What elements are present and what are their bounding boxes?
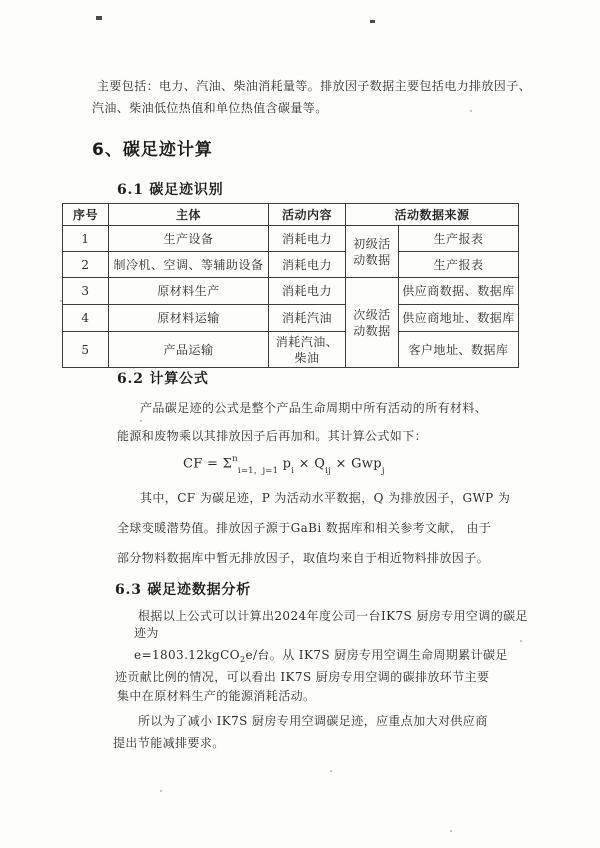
cell-no: 5 bbox=[63, 332, 109, 368]
s62-p2-line-1: 其中，CF 为碳足迹，P 为活动水平数据，Q 为排放因子，GWP 为 bbox=[140, 491, 511, 505]
cell-subject: 产品运输 bbox=[109, 332, 269, 368]
table-row bbox=[63, 305, 519, 332]
cell-subject: 生产设备 bbox=[109, 226, 269, 252]
cell-no: 4 bbox=[63, 305, 109, 332]
scan-speck bbox=[450, 830, 452, 832]
intro-line-2: 汽油、柴油低位热值和单位热值含碳量等。 bbox=[92, 101, 328, 115]
cell-subject: 制冷机、空调、等辅助设备 bbox=[109, 252, 269, 278]
section-6-1-heading: 6.1 碳足迹识别 bbox=[117, 182, 224, 198]
formula-sub-p: i bbox=[291, 465, 295, 476]
table-row bbox=[63, 332, 519, 368]
formula-sub-q: ij bbox=[325, 465, 332, 476]
formula-sigma-sup: n bbox=[232, 454, 238, 464]
col-header-source-group: 活动数据来源 bbox=[346, 204, 519, 226]
formula-sigma-sub: i=1，j=1 bbox=[237, 465, 279, 476]
cell-activity: 消耗汽油、柴油 bbox=[269, 332, 346, 368]
scan-speck bbox=[330, 770, 332, 772]
cell-activity: 消耗电力 bbox=[269, 226, 346, 252]
table-row bbox=[63, 226, 519, 252]
s63-p1-line-2: 迹为 bbox=[134, 626, 159, 640]
cell-subject: 原材料运输 bbox=[109, 305, 269, 332]
scan-speck bbox=[520, 640, 522, 642]
cell-activity: 消耗电力 bbox=[269, 252, 346, 278]
intro-line-1: 主要包括：电力、汽油、柴油消耗量等。排放因子数据主要包括电力排放因子、 bbox=[97, 79, 532, 93]
cell-source: 供应商数据、数据库 bbox=[399, 278, 519, 305]
formula-sub-gwp: j bbox=[381, 465, 385, 476]
scan-artifact bbox=[370, 20, 375, 23]
scan-artifact bbox=[96, 16, 102, 20]
s62-p2-line-3: 部分物料数据库中暂无排放因子，取值均来自于相近物料排放因子。 bbox=[117, 551, 490, 565]
co2e-subscript: 2 bbox=[239, 655, 246, 664]
formula-term-p: p bbox=[282, 456, 292, 472]
formula-times-1: × bbox=[294, 456, 315, 472]
cell-source: 生产报表 bbox=[399, 252, 519, 278]
category-secondary-label: 次级活动数据 bbox=[353, 307, 391, 338]
s63-p2-line-3: 集中在原材料生产的能源消耗活动。 bbox=[117, 689, 316, 703]
s63-p3-line-2: 提出节能减排要求。 bbox=[113, 736, 225, 750]
cell-activity: 消耗电力 bbox=[269, 278, 346, 305]
s63-p2-line-1 bbox=[134, 648, 508, 664]
formula-lhs: CF = Σ bbox=[183, 456, 233, 472]
formula-term-gwp: Gwp bbox=[351, 456, 382, 472]
footprint-identification-table bbox=[62, 203, 519, 368]
cell-subject: 原材料生产 bbox=[109, 278, 269, 305]
category-primary-label: 初级活动数据 bbox=[353, 236, 391, 267]
col-header-subject: 主体 bbox=[109, 204, 269, 226]
table-header-row bbox=[63, 204, 519, 226]
table-row bbox=[63, 278, 519, 305]
s63-p3-line-1: 所以为了减小 IK7S 厨房专用空调碳足迹，应重点加大对供应商 bbox=[138, 714, 488, 728]
scan-speck bbox=[140, 420, 142, 422]
formula-term-q: Q bbox=[314, 456, 326, 472]
cell-category-secondary bbox=[346, 278, 399, 368]
s63-p1-line-1: 根据以上公式可以计算出2024年度公司一台IK7S 厨房专用空调的碳足 bbox=[138, 609, 528, 623]
co2e-value-rest: e/台。从 IK7S 厨房专用空调生命周期累计碳足 bbox=[245, 648, 508, 662]
scan-speck bbox=[470, 110, 472, 112]
section-6-2-heading: 6.2 计算公式 bbox=[117, 371, 209, 387]
cell-no: 2 bbox=[63, 252, 109, 278]
co2e-value-prefix: e=1803.12kgCO bbox=[134, 648, 240, 662]
cell-activity: 消耗汽油 bbox=[269, 305, 346, 332]
carbon-footprint-formula bbox=[183, 455, 385, 474]
s62-p1-line-1: 产品碳足迹的公式是整个产品生命周期中所有活动的所有材料、 bbox=[140, 401, 488, 415]
cell-no: 1 bbox=[63, 226, 109, 252]
cell-no: 3 bbox=[63, 278, 109, 305]
col-header-no: 序号 bbox=[63, 204, 109, 226]
formula-times-2: × bbox=[331, 456, 352, 472]
cell-source: 供应商地址、数据库 bbox=[399, 305, 519, 332]
cell-source: 客户地址、数据库 bbox=[399, 332, 519, 368]
table-row bbox=[63, 252, 519, 278]
s62-p2-line-2: 全球变暖潜势值。排放因子源于GaBi 数据库和相关参考文献， 由于 bbox=[117, 521, 492, 535]
cell-category-primary bbox=[346, 226, 399, 278]
col-header-activity: 活动内容 bbox=[269, 204, 346, 226]
scan-speck bbox=[160, 790, 162, 792]
section-6-heading: 6、碳足迹计算 bbox=[92, 140, 213, 160]
cell-source: 生产报表 bbox=[399, 226, 519, 252]
section-6-3-heading: 6.3 碳足迹数据分析 bbox=[115, 582, 252, 598]
s62-p1-line-2: 能源和废物乘以其排放因子后再加和。其计算公式如下： bbox=[117, 429, 428, 443]
s63-p2-line-2: 迹贡献比例的情况，可以看出 IK7S 厨房专用空调的碳排放环节主要 bbox=[115, 670, 490, 684]
